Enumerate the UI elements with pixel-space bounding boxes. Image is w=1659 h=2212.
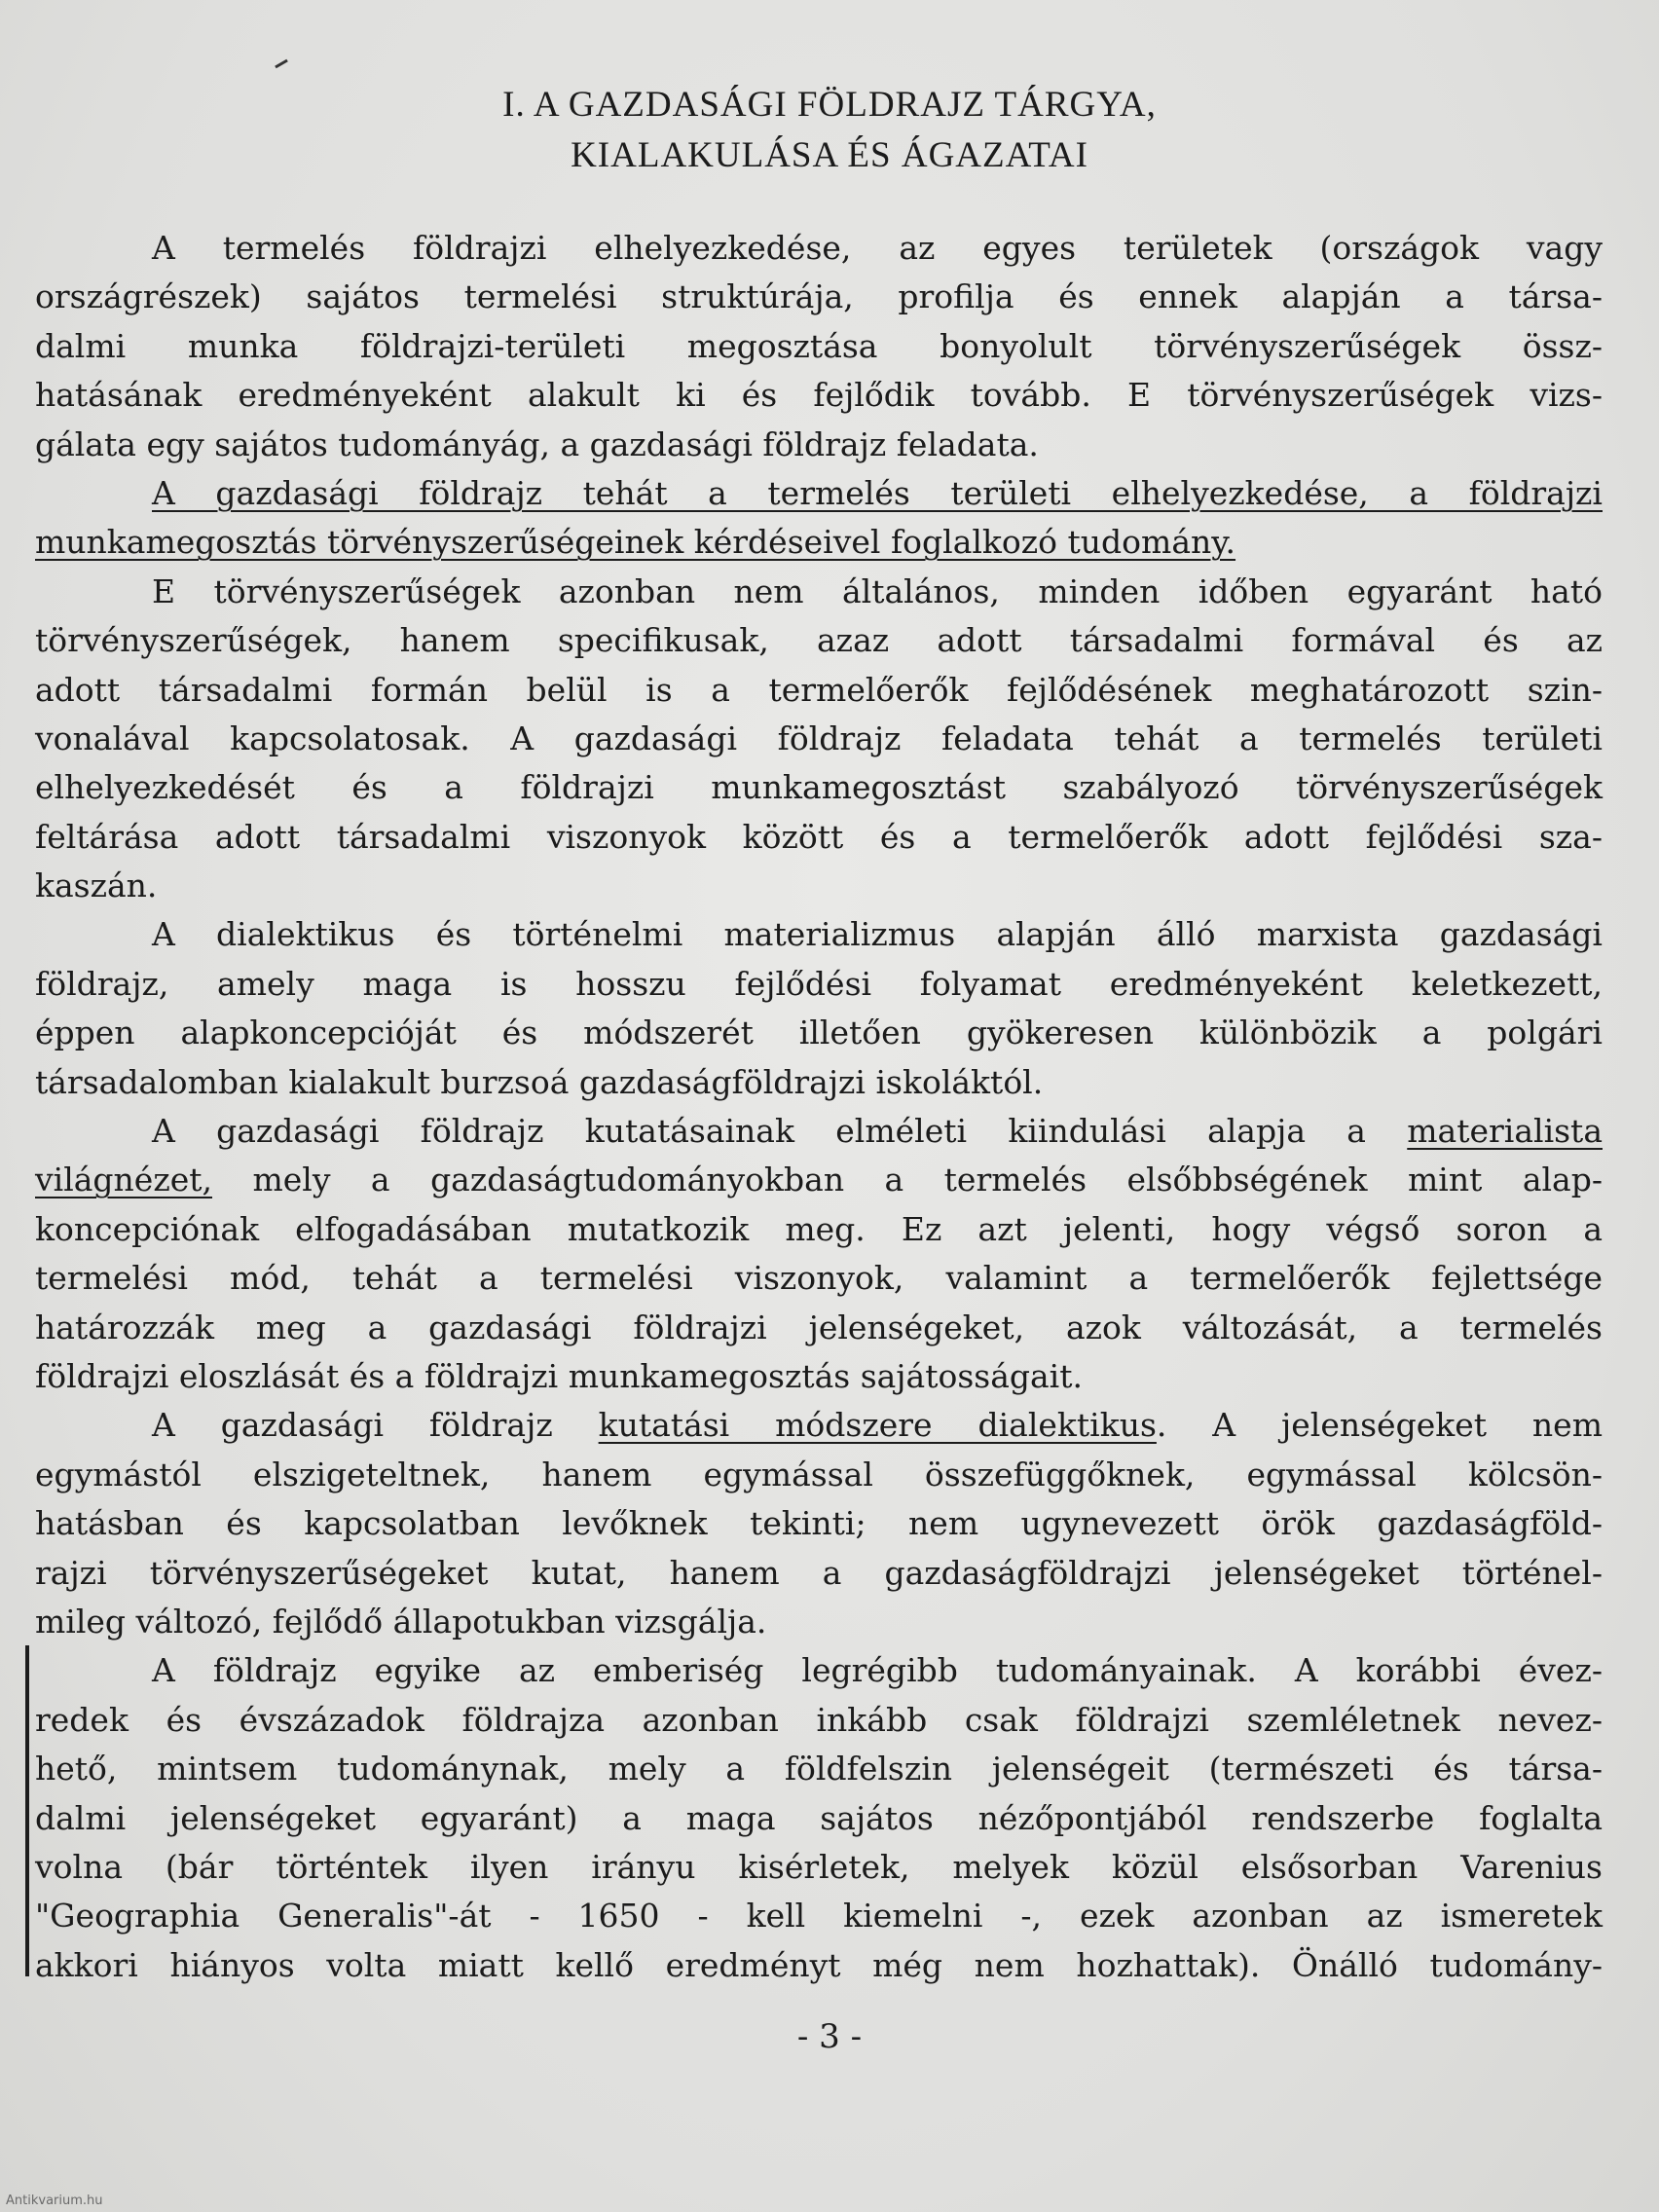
text-run: A gazdasági földrajz — [152, 1406, 599, 1445]
text-line: feltárása adott társadalmi viszonyok között és a termelőerők adott fejlődési sza- — [35, 817, 1603, 856]
chapter-title-line-1: I. A GAZDASÁGI FÖLDRAJZ TÁRGYA, — [502, 85, 1157, 125]
text-line: volna (bár történtek ilyen irányu kisérletek, melyek közül elsősorban Varenius — [35, 1847, 1603, 1886]
text-line: hatásban és kapcsolatban levőknek tekinti; nem ugynevezett örök gazdaságföld- — [35, 1504, 1603, 1543]
watermark: Antikvarium.hu — [6, 2194, 103, 2208]
text-line: elhelyezkedését és a földrajzi munkamegosztást szabályozó törvényszerűségek — [35, 768, 1603, 807]
pen-mark — [275, 59, 288, 69]
text-line: akkori hiányos volta miatt kellő eredményt még nem hozhattak). Önálló tudomány- — [35, 1945, 1603, 1984]
text-line — [35, 1107, 1603, 1156]
text-line: koncepciónak elfogadásában mutatkozik meg. Ez azt jelenti, hogy végső soron a — [35, 1209, 1603, 1248]
text-run: A gazdasági földrajz kutatásainak elméleti kiindulási alapja a — [152, 1112, 1408, 1151]
underlined-term: materialista — [1407, 1112, 1603, 1151]
text-line: éppen alapkoncepcióját és módszerét illetően gyökeresen különbözik a polgári — [35, 1014, 1603, 1052]
text-line — [35, 1156, 1603, 1204]
text-line — [35, 1401, 1603, 1450]
text-line: dalmi munka földrajzi-területi megosztása bonyolult törvényszerűségek össz- — [35, 326, 1603, 365]
text-line: A dialektikus és történelmi materializmus alapján álló marxista gazdasági — [152, 915, 1603, 954]
text-line: törvényszerűségek, hanem specifikusak, azaz adott társadalmi formával és az — [35, 621, 1603, 660]
text-line: országrészek) sajátos termelési struktúrája, profilja és ennek alapján a társa- — [35, 277, 1603, 316]
body-text — [35, 224, 1603, 1990]
underlined-term: világnézet, — [35, 1161, 212, 1199]
margin-bar — [25, 1645, 29, 1976]
underlined-term: kutatási módszere dialektikus — [598, 1406, 1157, 1445]
text-line: földrajzi eloszlását és a földrajzi munkamegosztás sajátosságait. — [35, 1356, 1083, 1395]
page-number: - 3 - — [796, 2017, 863, 2056]
text-line: A termelés földrajzi elhelyezkedése, az egyes területek (országok vagy — [152, 229, 1603, 267]
text-line-underlined: A gazdasági földrajz tehát a termelés területi elhelyezkedése, a földrajzi — [152, 473, 1603, 512]
chapter-title — [195, 80, 1464, 181]
text-run: mely a gazdaságtudományokban a termelés elsőbbségének mint alap- — [212, 1161, 1603, 1199]
text-line: "Geographia Generalis"-át - 1650 - kell kiemelni -, ezek azonban az ismeretek — [35, 1897, 1603, 1936]
text-line: termelési mód, tehát a termelési viszonyok, valamint a termelőerők fejlettsége — [35, 1259, 1603, 1298]
text-line: gálata egy sajátos tudományág, a gazdasági földrajz feladata. — [35, 424, 1039, 463]
text-line: A földrajz egyike az emberiség legrégibb tudományainak. A korábbi évez- — [152, 1651, 1603, 1690]
text-line: rajzi törvényszerűségeket kutat, hanem a gazdaságföldrajzi jelenségeket történel- — [35, 1553, 1603, 1592]
text-line: határozzák meg a gazdasági földrajzi jelenségeket, azok változását, a termelés — [35, 1308, 1603, 1346]
text-line: E törvényszerűségek azonban nem általános, minden időben egyaránt ható — [152, 571, 1603, 610]
text-run: . A jelenségeket nem — [1156, 1406, 1603, 1445]
text-line: kaszán. — [35, 866, 158, 905]
text-line: vonalával kapcsolatosak. A gazdasági földrajz feladata tehát a termelés területi — [35, 719, 1603, 757]
text-line: redek és évszázadok földrajza azonban inkább csak földrajzi szemléletnek nevez- — [35, 1700, 1603, 1739]
text-line: dalmi jelenségeket egyaránt) a maga sajátos nézőpontjából rendszerbe foglalta — [35, 1798, 1603, 1837]
chapter-title-line-2: KIALAKULÁSA ÉS ÁGAZATAI — [571, 135, 1088, 175]
text-line: társadalomban kialakult burzsoá gazdaságföldrajzi iskoláktól. — [35, 1062, 1044, 1101]
text-line: hatásának eredményeként alakult ki és fejlődik tovább. E törvényszerűségek vizs- — [35, 376, 1603, 415]
text-line: egymástól elszigeteltnek, hanem egymással összefüggőknek, egymással kölcsön- — [35, 1455, 1603, 1493]
text-line-underlined: munkamegosztás törvényszerűségeinek kérdéseivel foglalkozó tudomány. — [35, 523, 1236, 562]
text-line: adott társadalmi formán belül is a termelőerők fejlődésének meghatározott szin- — [35, 670, 1603, 709]
text-line: hető, mintsem tudománynak, mely a földfelszin jelenségeit (természeti és társa- — [35, 1750, 1603, 1788]
text-line: mileg változó, fejlődő állapotukban vizsgálja. — [35, 1602, 767, 1641]
text-line: földrajz, amely maga is hosszu fejlődési folyamat eredményeként keletkezett, — [35, 964, 1603, 1003]
